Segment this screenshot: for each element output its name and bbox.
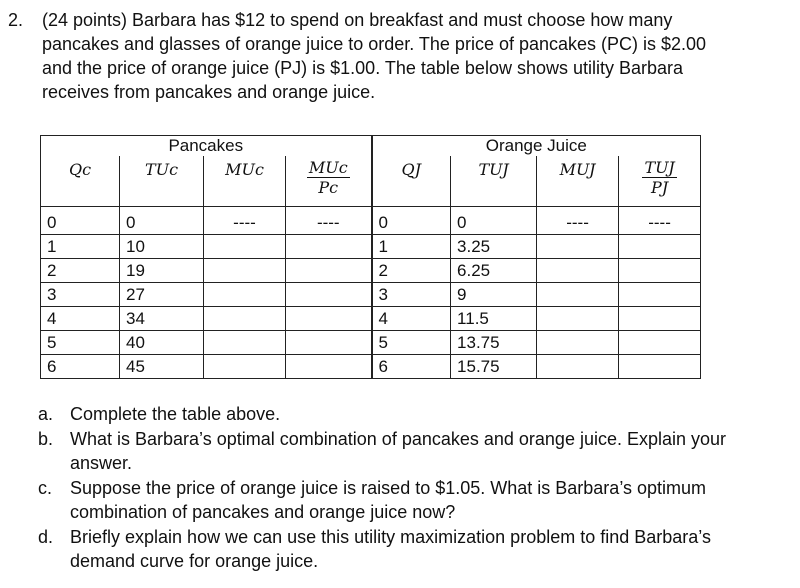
question-text: (24 points) Barbara has $12 to spend on breakfast and must choose how many pancakes and glasses of orange juice to order. The price of pancakes (PC) is $2.00 and the price of orange juice (PJ) is $1.00. The table below shows utility Barbara receives from pancakes and orange juice. — [42, 10, 707, 102]
cell-tuc: 10 — [120, 235, 204, 259]
cell-muc-over-pc — [286, 307, 372, 331]
header-muj: MUJ — [537, 156, 619, 207]
table-group-header-row — [41, 136, 701, 157]
utility-table — [40, 135, 701, 379]
header-muc-over-pc: $\frac{\text{MUc}}{Pc}$ — [286, 156, 372, 207]
cell-tuj: 11.5 — [451, 307, 537, 331]
cell-tuj-over-pj — [619, 283, 701, 307]
table-row — [41, 331, 701, 355]
header-tuj: TUJ — [451, 156, 537, 207]
cell-tuj: 3.25 — [451, 235, 537, 259]
table-column-header-row — [41, 156, 701, 207]
cell-muc-over-pc — [286, 355, 372, 379]
cell-muj — [537, 283, 619, 307]
cell-muc — [204, 355, 286, 379]
cell-qc: 2 — [41, 259, 120, 283]
cell-qj: 3 — [372, 283, 451, 307]
part-b: b. What is Barbara’s optimal combination of pancakes and orange juice. Explain your answer. — [38, 429, 727, 473]
cell-tuj-over-pj — [619, 307, 701, 331]
table-row — [41, 283, 701, 307]
cell-muc-over-pc — [286, 283, 372, 307]
cell-muc — [204, 307, 286, 331]
cell-muc-over-pc — [286, 259, 372, 283]
header-tuc: TUc — [120, 156, 204, 207]
cell-tuj: 15.75 — [451, 355, 537, 379]
part-a: a. Complete the table above. — [38, 404, 281, 424]
cell-qc: 6 — [41, 355, 120, 379]
cell-tuc: 45 — [120, 355, 204, 379]
cell-muc: ---- — [204, 207, 286, 235]
table-row — [41, 207, 701, 235]
cell-tuc: 40 — [120, 331, 204, 355]
cell-tuj: 6.25 — [451, 259, 537, 283]
cell-tuc: 27 — [120, 283, 204, 307]
cell-tuj-over-pj — [619, 259, 701, 283]
orange-juice-group-header: Orange Juice — [372, 136, 701, 157]
cell-muj — [537, 355, 619, 379]
cell-muj — [537, 259, 619, 283]
question-number: 2. — [8, 10, 24, 30]
cell-qc: 3 — [41, 283, 120, 307]
header-tuj-over-pj: $\frac{\text{TUJ}}{PJ}$ — [619, 156, 701, 207]
table-row — [41, 259, 701, 283]
cell-tuc: 0 — [120, 207, 204, 235]
cell-muj — [537, 331, 619, 355]
cell-muc-over-pc: ---- — [286, 207, 372, 235]
cell-tuj: 9 — [451, 283, 537, 307]
pancakes-group-header: Pancakes — [41, 136, 372, 157]
cell-tuc: 34 — [120, 307, 204, 331]
cell-muj — [537, 307, 619, 331]
cell-qj: 6 — [372, 355, 451, 379]
cell-muc — [204, 283, 286, 307]
table-row — [41, 235, 701, 259]
cell-tuc: 19 — [120, 259, 204, 283]
cell-tuj-over-pj — [619, 331, 701, 355]
question-stem — [8, 8, 708, 104]
table-row — [41, 355, 701, 379]
cell-tuj: 13.75 — [451, 331, 537, 355]
cell-muc — [204, 259, 286, 283]
part-d: d. Briefly explain how we can use this utility maximization problem to find Barbara’s demand curve for orange juice. — [38, 527, 711, 571]
cell-muc — [204, 331, 286, 355]
part-c: c. Suppose the price of orange juice is raised to $1.05. What is Barbara’s optimum combination of pancakes and orange juice now? — [38, 478, 707, 522]
cell-qc: 5 — [41, 331, 120, 355]
header-muc: MUc — [204, 156, 286, 207]
question-parts — [38, 402, 738, 574]
cell-qj: 0 — [372, 207, 451, 235]
cell-qc: 4 — [41, 307, 120, 331]
cell-muc-over-pc — [286, 331, 372, 355]
cell-muj — [537, 235, 619, 259]
cell-tuj-over-pj: ---- — [619, 207, 701, 235]
cell-muc-over-pc — [286, 235, 372, 259]
cell-tuj-over-pj — [619, 355, 701, 379]
header-qj: QJ — [372, 156, 451, 207]
cell-tuj: 0 — [451, 207, 537, 235]
cell-qj: 4 — [372, 307, 451, 331]
table-row — [41, 307, 701, 331]
cell-qj: 5 — [372, 331, 451, 355]
cell-qj: 1 — [372, 235, 451, 259]
header-qc: Qc — [41, 156, 120, 207]
cell-tuj-over-pj — [619, 235, 701, 259]
cell-qj: 2 — [372, 259, 451, 283]
cell-muj: ---- — [537, 207, 619, 235]
cell-muc — [204, 235, 286, 259]
cell-qc: 0 — [41, 207, 120, 235]
cell-qc: 1 — [41, 235, 120, 259]
